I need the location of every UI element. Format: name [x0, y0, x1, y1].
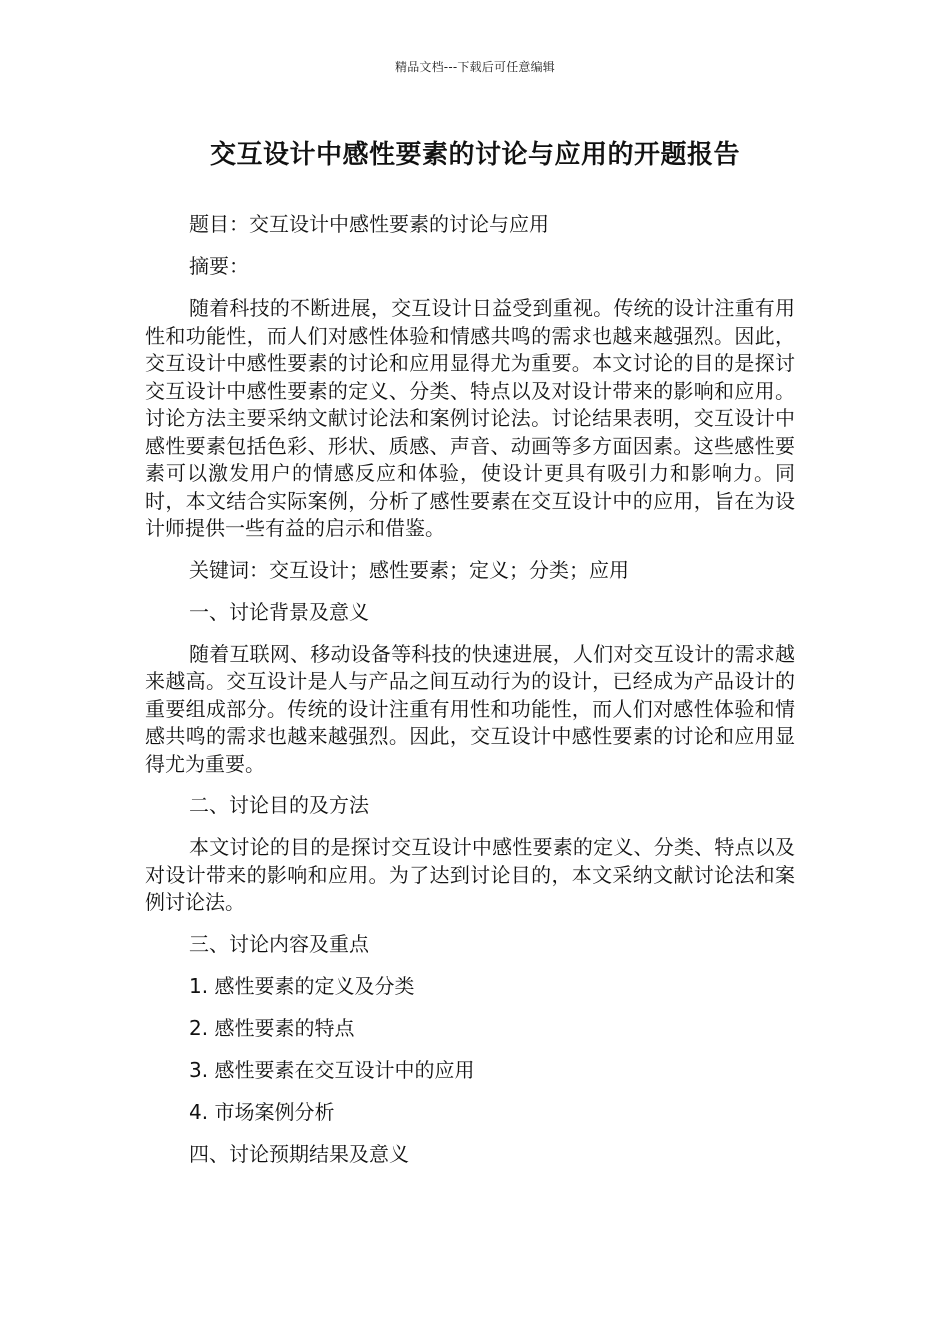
abstract-label: 摘要：: [189, 254, 249, 278]
document-body: [145, 211, 795, 1183]
section-heading-background: 一、讨论背景及意义: [189, 599, 369, 624]
section-heading-purpose: 二、讨论目的及方法: [189, 793, 369, 817]
section-heading-results: 四、讨论预期结果及意义: [189, 1141, 409, 1166]
list-item: 1. 感性要素的定义及分类: [189, 973, 415, 998]
list-item: 2. 感性要素的特点: [189, 1015, 355, 1040]
topic-line: 题目：交互设计中感性要素的讨论与应用: [189, 212, 549, 236]
purpose-paragraph: 本文讨论的目的是探讨交互设计中感性要素的定义、分类、特点以及对设计带来的影响和应用。为了达到讨论目的，本文采纳文献讨论法和案例讨论法。: [145, 835, 795, 914]
background-paragraph: 随着互联网、移动设备等科技的快速进展，人们对交互设计的需求越来越高。交互设计是人与产品之间互动行为的设计，已经成为产品设计的重要组成部分。传统的设计注重有用性和功能性，而人们对感性体验和情感共鸣的需求也越来越强烈。因此，交互设计中感性要素的讨论和应用显得尤为重要。: [145, 641, 795, 776]
list-item: 4. 市场案例分析: [189, 1099, 335, 1124]
section-heading-content: 三、讨论内容及重点: [189, 931, 369, 956]
page-header: 精品文档---下载后可任意编辑: [395, 60, 555, 74]
list-item: 3. 感性要素在交互设计中的应用: [189, 1057, 475, 1082]
document-title: 交互设计中感性要素的讨论与应用的开题报告: [209, 140, 740, 170]
abstract-paragraph: 随着科技的不断进展，交互设计日益受到重视。传统的设计注重有用性和功能性，而人们对感性体验和情感共鸣的需求也越来越强烈。因此，交互设计中感性要素的讨论和应用显得尤为重要。本文讨论的目的是探讨交互设计中感性要素的定义、分类、特点以及对设计带来的影响和应用。讨论方法主要采纳文献讨论法和案例讨论法。讨论结果表明，交互设计中感性要素包括色彩、形状、质感、声音、动画等多方面因素。这些感性要素可以激发用户的情感反应和体验，使设计更具有吸引力和影响力。同时，本文结合实际案例，分析了感性要素在交互设计中的应用，旨在为设计师提供一些有益的启示和借鉴。: [145, 296, 795, 540]
keywords-line: 关键词：交互设计；感性要素；定义；分类；应用: [189, 557, 629, 582]
